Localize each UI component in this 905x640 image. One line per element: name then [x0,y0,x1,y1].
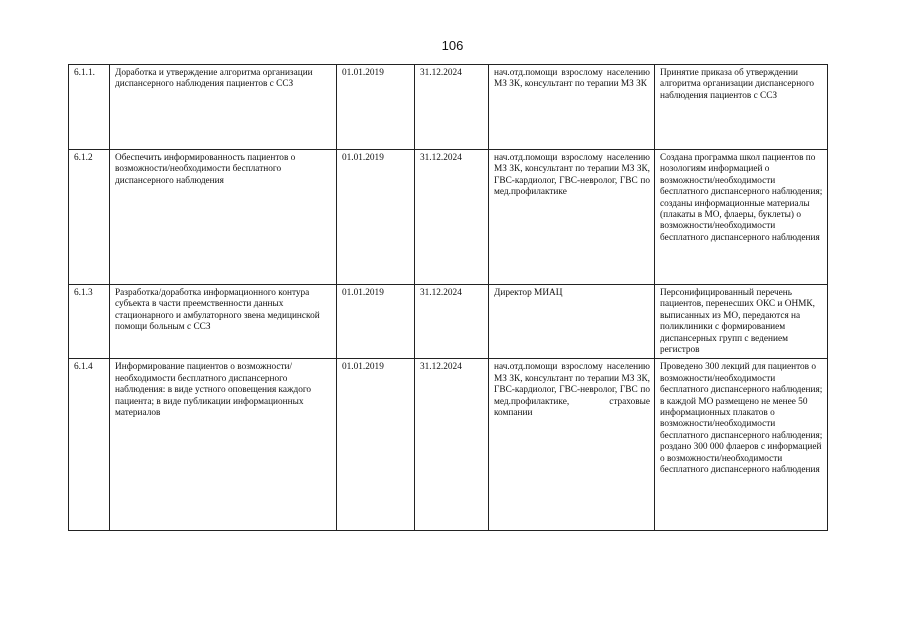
item-number: 6.1.4 [69,359,110,531]
item-number: 6.1.1. [69,65,110,150]
expected-result: Проведено 300 лекций для пациентов о возможности/необходимости бесплатного диспансерного наблюдения; в каждой МО размещено не менее 50 информационных плакатов о возможности/необходимости бесплатного диспансерного наблюдения; роздано 300 000 флаеров с информацией о возможности/необходимости бесплатного диспансерного наблюдения [655,359,828,531]
end-date: 31.12.2024 [415,65,489,150]
end-date: 31.12.2024 [415,359,489,531]
end-date: 31.12.2024 [415,150,489,285]
activities-table [68,64,828,531]
activity-description: Информирование пациентов о возможности/необходимости бесплатного диспансерного наблюдения: в виде устного оповещения каждого пациента; в виде публикации информационных материалов [110,359,337,531]
responsible-party: нач.отд.помощи взрослому населению МЗ ЗК, консультант по терапии МЗ ЗК, ГВС-кардиолог, ГВС-невролог, ГВС по мед.профилактике [489,150,655,285]
start-date: 01.01.2019 [337,285,415,359]
table-row [69,359,828,531]
table-row [69,285,828,359]
activity-description: Обеспечить информированность пациентов о возможности/необходимости бесплатного диспансерного наблюдения [110,150,337,285]
activity-description: Доработка и утверждение алгоритма организации диспансерного наблюдения пациентов с ССЗ [110,65,337,150]
end-date: 31.12.2024 [415,285,489,359]
item-number: 6.1.2 [69,150,110,285]
expected-result: Создана программа школ пациентов по нозологиям информацией о возможности/необходимости бесплатного диспансерного наблюдения; созданы информационные материалы (плакаты в МО, флаеры, буклеты) о возможности/необходимости бесплатного диспансерного наблюдения [655,150,828,285]
table-row [69,150,828,285]
expected-result: Принятие приказа об утверждении алгоритма организации диспансерного наблюдения пациентов с ССЗ [655,65,828,150]
expected-result: Персонифицированный перечень пациентов, перенесших ОКС и ОНМК, выписанных из МО, передаются на поликлиники с формированием диспансерных групп с ведением регистров [655,285,828,359]
page-number: 106 [441,38,464,53]
responsible-party: нач.отд.помощи взрослому населению МЗ ЗК, консультант по терапии МЗ ЗК [489,65,655,150]
activity-description: Разработка/доработка информационного контура субъекта в части преемственности данных стационарного и амбулаторного звена медицинской помощи больным с ССЗ [110,285,337,359]
item-number: 6.1.3 [69,285,110,359]
start-date: 01.01.2019 [337,150,415,285]
responsible-party: Директор МИАЦ [489,285,655,359]
responsible-party: нач.отд.помощи взрослому населению МЗ ЗК, консультант по терапии МЗ ЗК, ГВС-кардиолог, ГВС-невролог, ГВС по мед.профилактике, страховые компании [489,359,655,531]
start-date: 01.01.2019 [337,65,415,150]
table-row [69,65,828,150]
start-date: 01.01.2019 [337,359,415,531]
